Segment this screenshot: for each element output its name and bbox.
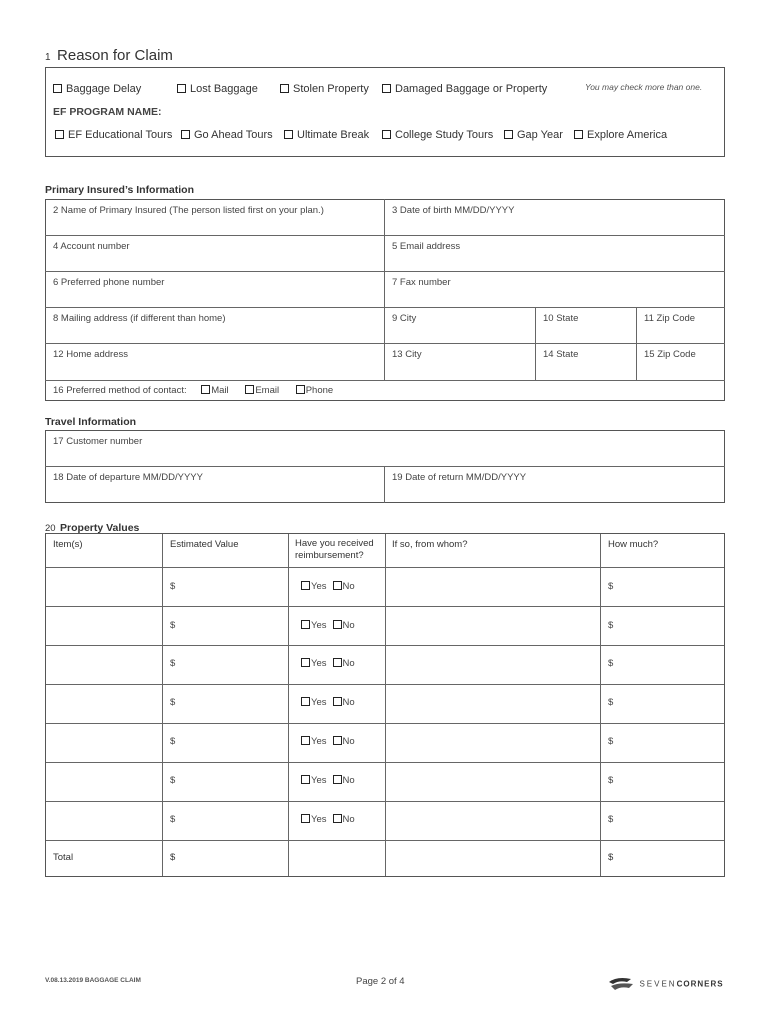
program-ef-educational[interactable]: EF Educational Tours xyxy=(55,129,172,141)
header-reimbursement: Have you received reimbursement? xyxy=(295,538,374,561)
checkbox[interactable] xyxy=(301,697,310,706)
yes-option[interactable]: Yes xyxy=(301,581,327,592)
checkbox[interactable] xyxy=(382,84,391,93)
checkbox[interactable] xyxy=(333,581,342,590)
check-more-note: You may check more than one. xyxy=(585,82,703,92)
reimbursement-choice xyxy=(301,775,355,786)
insured-heading: Primary Insured’s Information xyxy=(45,184,194,196)
checkbox[interactable] xyxy=(53,84,62,93)
field-date-of-return[interactable]: 19 Date of return MM/DD/YYYY xyxy=(392,472,527,483)
field-account-number[interactable]: 4 Account number xyxy=(53,241,130,252)
how-much-input[interactable]: $ xyxy=(608,581,614,592)
program-gap-year[interactable]: Gap Year xyxy=(504,129,563,141)
yes-option[interactable]: Yes xyxy=(301,620,327,631)
checkbox[interactable] xyxy=(201,385,210,394)
checkbox[interactable] xyxy=(301,581,310,590)
yes-option[interactable]: Yes xyxy=(301,775,327,786)
checkbox[interactable] xyxy=(284,130,293,139)
field-mailing-city[interactable]: 9 City xyxy=(392,313,417,324)
no-option[interactable]: No xyxy=(333,814,355,825)
how-much-input[interactable]: $ xyxy=(608,697,614,708)
total-how-much[interactable]: $ xyxy=(608,852,614,863)
field-home-city[interactable]: 13 City xyxy=(392,349,422,360)
no-option[interactable]: No xyxy=(333,736,355,747)
checkbox[interactable] xyxy=(333,814,342,823)
seven-corners-logo xyxy=(607,975,724,993)
checkbox[interactable] xyxy=(333,736,342,745)
estimated-value-input[interactable]: $ xyxy=(170,620,176,631)
reimbursement-choice xyxy=(301,620,355,631)
estimated-value-input[interactable]: $ xyxy=(170,736,176,747)
contact-mail[interactable]: Mail xyxy=(201,385,228,396)
program-explore-america[interactable]: Explore America xyxy=(574,129,667,141)
field-mailing-state[interactable]: 10 State xyxy=(543,313,579,324)
no-option[interactable]: No xyxy=(333,697,355,708)
reimbursement-choice xyxy=(301,814,355,825)
logo-corners: CORNERS xyxy=(676,979,724,989)
checkbox[interactable] xyxy=(280,84,289,93)
reimbursement-choice xyxy=(301,658,355,669)
field-fax-number[interactable]: 7 Fax number xyxy=(392,277,451,288)
reason-number: 1 xyxy=(45,52,51,63)
field-home-address[interactable]: 12 Home address xyxy=(53,349,128,360)
checkbox[interactable] xyxy=(382,130,391,139)
program-ultimate-break[interactable]: Ultimate Break xyxy=(284,129,369,141)
property-number: 20 xyxy=(45,523,56,534)
option-baggage-delay[interactable]: Baggage Delay xyxy=(53,83,141,95)
how-much-input[interactable]: $ xyxy=(608,620,614,631)
yes-option[interactable]: Yes xyxy=(301,697,327,708)
seven-corners-logo-icon xyxy=(607,976,635,992)
checkbox[interactable] xyxy=(301,814,310,823)
checkbox[interactable] xyxy=(55,130,64,139)
logo-seven: SEVEN xyxy=(639,979,677,989)
field-mailing-zip[interactable]: 11 Zip Code xyxy=(644,313,696,324)
option-lost-baggage[interactable]: Lost Baggage xyxy=(177,83,258,95)
reason-title: Reason for Claim xyxy=(57,47,173,64)
field-mailing-address[interactable]: 8 Mailing address (if different than home) xyxy=(53,313,226,324)
how-much-input[interactable]: $ xyxy=(608,775,614,786)
option-damaged-baggage[interactable]: Damaged Baggage or Property xyxy=(382,83,547,95)
checkbox[interactable] xyxy=(181,130,190,139)
field-name-primary-insured[interactable]: 2 Name of Primary Insured (The person listed first on your plan.) xyxy=(53,205,324,216)
total-label: Total xyxy=(53,852,74,863)
estimated-value-input[interactable]: $ xyxy=(170,697,176,708)
field-home-state[interactable]: 14 State xyxy=(543,349,579,360)
field-home-zip[interactable]: 15 Zip Code xyxy=(644,349,696,360)
no-option[interactable]: No xyxy=(333,581,355,592)
checkbox[interactable] xyxy=(177,84,186,93)
estimated-value-input[interactable]: $ xyxy=(170,814,176,825)
page-number: Page 2 of 4 xyxy=(356,976,405,987)
header-items: Item(s) xyxy=(53,539,83,550)
contact-method-row xyxy=(53,385,333,396)
field-date-of-departure[interactable]: 18 Date of departure MM/DD/YYYY xyxy=(53,472,203,483)
no-option[interactable]: No xyxy=(333,775,355,786)
checkbox[interactable] xyxy=(296,385,305,394)
header-estimated-value: Estimated Value xyxy=(170,539,239,550)
no-option[interactable]: No xyxy=(333,658,355,669)
reimbursement-choice xyxy=(301,581,355,592)
field-preferred-phone[interactable]: 6 Preferred phone number xyxy=(53,277,165,288)
program-label: EF PROGRAM NAME: xyxy=(53,106,162,118)
checkbox[interactable] xyxy=(301,775,310,784)
field-customer-number[interactable]: 17 Customer number xyxy=(53,436,143,447)
checkbox[interactable] xyxy=(333,620,342,629)
travel-heading: Travel Information xyxy=(45,416,137,428)
field-email-address[interactable]: 5 Email address xyxy=(392,241,461,252)
how-much-input[interactable]: $ xyxy=(608,814,614,825)
property-title: Property Values xyxy=(60,522,140,534)
contact-phone[interactable]: Phone xyxy=(296,385,333,396)
estimated-value-input[interactable]: $ xyxy=(170,581,176,592)
reimbursement-choice xyxy=(301,736,355,747)
program-go-ahead[interactable]: Go Ahead Tours xyxy=(181,129,273,141)
yes-option[interactable]: Yes xyxy=(301,658,327,669)
checkbox[interactable] xyxy=(504,130,513,139)
header-from-whom: If so, from whom? xyxy=(392,539,468,550)
reimbursement-choice xyxy=(301,697,355,708)
checkbox[interactable] xyxy=(301,658,310,667)
contact-method-label: 16 Preferred method of contact: xyxy=(53,385,187,396)
field-date-of-birth[interactable]: 3 Date of birth MM/DD/YYYY xyxy=(392,205,515,216)
total-estimated-value[interactable]: $ xyxy=(170,852,176,863)
checkbox[interactable] xyxy=(333,775,342,784)
property-table xyxy=(45,533,725,877)
checkbox[interactable] xyxy=(574,130,583,139)
checkbox[interactable] xyxy=(245,385,254,394)
checkbox[interactable] xyxy=(333,658,342,667)
checkbox[interactable] xyxy=(333,697,342,706)
header-how-much: How much? xyxy=(608,539,659,550)
program-college-study[interactable]: College Study Tours xyxy=(382,129,493,141)
no-option[interactable]: No xyxy=(333,620,355,631)
version-text: V.08.13.2019 BAGGAGE CLAIM xyxy=(45,977,141,984)
yes-option[interactable]: Yes xyxy=(301,814,327,825)
checkbox[interactable] xyxy=(301,736,310,745)
yes-option[interactable]: Yes xyxy=(301,736,327,747)
how-much-input[interactable]: $ xyxy=(608,736,614,747)
reason-heading xyxy=(45,47,173,65)
how-much-input[interactable]: $ xyxy=(608,658,614,669)
checkbox[interactable] xyxy=(301,620,310,629)
estimated-value-input[interactable]: $ xyxy=(170,658,176,669)
contact-email[interactable]: Email xyxy=(245,385,279,396)
estimated-value-input[interactable]: $ xyxy=(170,775,176,786)
option-stolen-property[interactable]: Stolen Property xyxy=(280,83,369,95)
